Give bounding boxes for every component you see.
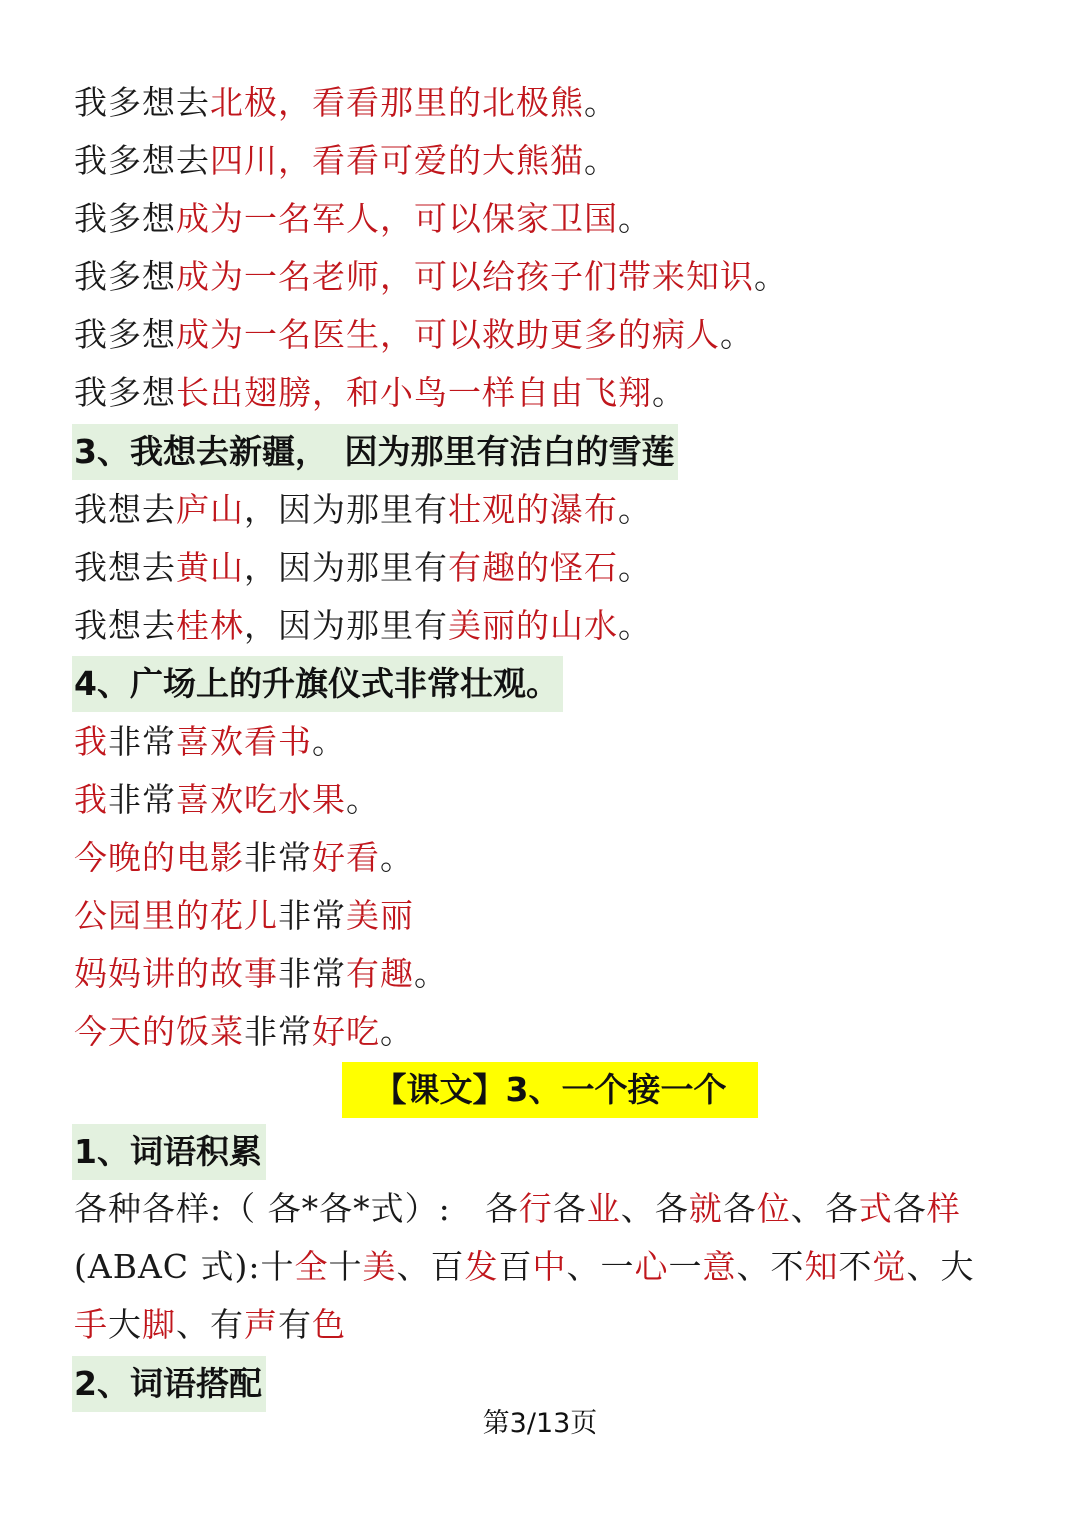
highlighted-text: 知: [804, 1247, 839, 1286]
plain-text: 。: [618, 199, 652, 238]
plain-text: 各: [892, 1189, 927, 1228]
sentence-line: [74, 599, 652, 653]
plain-text: 不: [838, 1247, 873, 1286]
sentence-line: [74, 366, 686, 420]
plain-text: 。: [584, 83, 618, 122]
highlighted-text: 喜欢吃水果: [176, 780, 346, 819]
plain-text: ，因为那里有: [244, 606, 448, 645]
plain-text: 。: [380, 838, 414, 877]
vocab-line: [74, 1298, 346, 1352]
highlighted-text: 中: [532, 1247, 567, 1286]
sentence-line: [74, 541, 652, 595]
highlighted-text: 长出翅膀，和小鸟一样自由飞翔: [176, 373, 652, 412]
highlighted-text: 声: [244, 1305, 278, 1344]
section-heading-4: 4、广场上的升旗仪式非常壮观。: [72, 656, 563, 712]
highlighted-text: 色: [312, 1305, 346, 1344]
highlighted-text: 位: [756, 1189, 791, 1228]
highlighted-text: 公园里的花儿: [74, 896, 278, 935]
vocab-line: [74, 1240, 975, 1294]
highlighted-text: 式: [858, 1189, 893, 1228]
plain-text: 百: [498, 1247, 533, 1286]
plain-text: 。: [346, 780, 380, 819]
plain-text: ，因为那里有: [244, 548, 448, 587]
plain-text: 我多想: [74, 257, 176, 296]
highlighted-text: 北极，看看那里的北极熊: [210, 83, 584, 122]
highlighted-text: 意: [702, 1247, 737, 1286]
highlighted-text: 美丽: [346, 896, 414, 935]
plain-text: (ABAC 式):十: [74, 1247, 295, 1286]
highlighted-text: 就: [688, 1189, 723, 1228]
plain-text: 、一: [566, 1247, 635, 1286]
sentence-line: [74, 1005, 414, 1059]
highlighted-text: 我: [74, 722, 108, 761]
plain-text: 。: [618, 606, 652, 645]
lesson-title: 【课文】3、一个接一个: [342, 1062, 758, 1118]
sentence-line: [74, 76, 618, 130]
plain-text: 各: [552, 1189, 587, 1228]
highlighted-text: 黄山: [176, 548, 244, 587]
highlighted-text: 发: [464, 1247, 499, 1286]
plain-text: 非常: [244, 1012, 312, 1051]
plain-text: 非常: [108, 722, 176, 761]
highlighted-text: 全: [294, 1247, 329, 1286]
plain-text: 一: [668, 1247, 703, 1286]
highlighted-text: 好吃: [312, 1012, 380, 1051]
plain-text: 。: [754, 257, 788, 296]
sentence-line: [74, 134, 618, 188]
vocab-line: [74, 1182, 961, 1236]
plain-text: ，因为那里有: [244, 490, 448, 529]
highlighted-text: 四川，看看可爱的大熊猫: [210, 141, 584, 180]
sentence-line: [74, 831, 414, 885]
plain-text: 我想去: [74, 606, 176, 645]
highlighted-text: 成为一名军人，可以保家卫国: [176, 199, 618, 238]
highlighted-text: 觉: [872, 1247, 907, 1286]
plain-text: 我多想: [74, 315, 176, 354]
plain-text: 、百: [396, 1247, 465, 1286]
highlighted-text: 庐山: [176, 490, 244, 529]
highlighted-text: 心: [634, 1247, 669, 1286]
highlighted-text: 妈妈讲的故事: [74, 954, 278, 993]
plain-text: 我多想: [74, 373, 176, 412]
section-heading-3: 3、我想去新疆， 因为那里有洁白的雪莲: [72, 424, 678, 480]
plain-text: 。: [720, 315, 754, 354]
plain-text: 。: [380, 1012, 414, 1051]
plain-text: 我想去: [74, 548, 176, 587]
plain-text: 、大: [906, 1247, 975, 1286]
highlighted-text: 业: [586, 1189, 621, 1228]
plain-text: 非常: [278, 954, 346, 993]
plain-text: 非常: [244, 838, 312, 877]
highlighted-text: 壮观的瀑布: [448, 490, 618, 529]
highlighted-text: 脚: [142, 1305, 176, 1344]
sentence-line: [74, 947, 448, 1001]
plain-text: 、各: [620, 1189, 689, 1228]
sentence-line: [74, 483, 652, 537]
plain-text: 。: [618, 548, 652, 587]
plain-text: 有: [278, 1305, 312, 1344]
highlighted-text: 美丽的山水: [448, 606, 618, 645]
sentence-line: [74, 192, 652, 246]
section-heading-vocab-1: 1、词语积累: [72, 1124, 266, 1180]
plain-text: 。: [652, 373, 686, 412]
plain-text: 我多想去: [74, 83, 210, 122]
highlighted-text: 手: [74, 1305, 108, 1344]
highlighted-text: 今晚的电影: [74, 838, 244, 877]
sentence-line: [74, 715, 346, 769]
plain-text: 。: [618, 490, 652, 529]
plain-text: 各: [722, 1189, 757, 1228]
plain-text: 、不: [736, 1247, 805, 1286]
highlighted-text: 样: [926, 1189, 961, 1228]
plain-text: 。: [414, 954, 448, 993]
plain-text: 、有: [176, 1305, 244, 1344]
highlighted-text: 成为一名老师，可以给孩子们带来知识: [176, 257, 754, 296]
plain-text: 大: [108, 1305, 142, 1344]
sentence-line: [74, 308, 754, 362]
plain-text: 我想去: [74, 490, 176, 529]
sentence-line: [74, 889, 414, 943]
highlighted-text: 有趣: [346, 954, 414, 993]
plain-text: 我多想去: [74, 141, 210, 180]
highlighted-text: 好看: [312, 838, 380, 877]
plain-text: 。: [312, 722, 346, 761]
plain-text: 。: [584, 141, 618, 180]
highlighted-text: 我: [74, 780, 108, 819]
highlighted-text: 行: [518, 1189, 553, 1228]
section-heading-vocab-2: 2、词语搭配: [72, 1356, 266, 1412]
plain-text: 我多想: [74, 199, 176, 238]
plain-text: 、各: [790, 1189, 859, 1228]
sentence-line: [74, 250, 788, 304]
highlighted-text: 有趣的怪石: [448, 548, 618, 587]
plain-text: 十: [328, 1247, 363, 1286]
highlighted-text: 美: [362, 1247, 397, 1286]
page-number: 第3/13页: [482, 1408, 598, 1439]
plain-text: 各种各样:（ 各*各*式）: 各: [74, 1189, 519, 1228]
sentence-line: [74, 773, 380, 827]
highlighted-text: 今天的饭菜: [74, 1012, 244, 1051]
highlighted-text: 成为一名医生，可以救助更多的病人: [176, 315, 720, 354]
plain-text: 非常: [278, 896, 346, 935]
plain-text: 非常: [108, 780, 176, 819]
highlighted-text: 喜欢看书: [176, 722, 312, 761]
highlighted-text: 桂林: [176, 606, 244, 645]
